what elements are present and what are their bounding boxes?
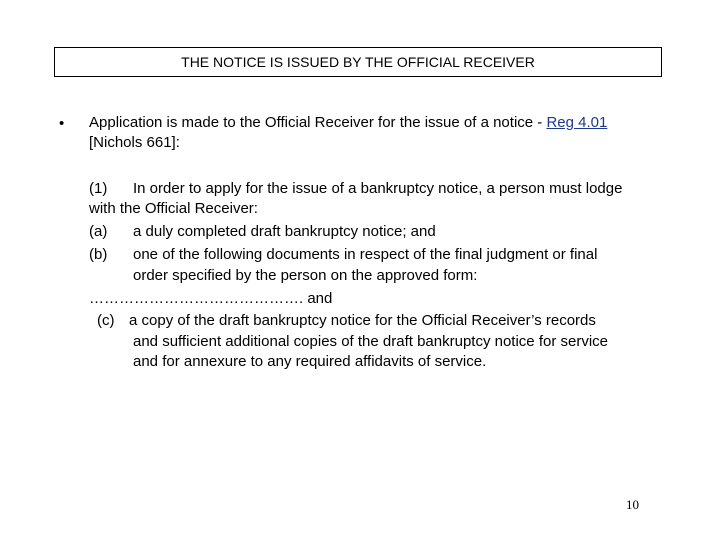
item-b-label: (b) [89,246,108,263]
item-b-line-2: order specified by the person on the approved form: [133,267,478,284]
item-c-label: (c) [97,312,115,329]
bullet-icon: • [59,115,65,132]
item-c-line-1: a copy of the draft bankruptcy notice for the Official Receiver’s records [129,312,596,329]
clause-1-line-2: with the Official Receiver: [89,200,258,217]
page-number: 10 [626,497,639,512]
item-b-line-1: one of the following documents in respect of the final judgment or final [133,246,598,263]
item-c-line-2: and sufficient additional copies of the draft bankruptcy notice for service [133,333,608,350]
page-title: THE NOTICE IS ISSUED BY THE OFFICIAL RECEIVER [181,54,535,70]
item-a-label: (a) [89,223,108,240]
item-c-line-3: and for annexure to any required affidavits of service. [133,353,487,370]
bullet-text: Application is made to the Official Receiver for the issue of a notice - [89,114,547,131]
bullet-line-1 [89,113,607,133]
ellipsis-line: ……………………………………. and [89,290,333,307]
reg-4-01-link[interactable]: Reg 4.01 [546,114,608,131]
clause-1-line-1: In order to apply for the issue of a bankruptcy notice, a person must lodge [133,180,623,197]
title-box [54,47,662,77]
bullet-line-2: [Nichols 661]: [89,134,180,151]
item-a-text: a duly completed draft bankruptcy notice; and [133,223,436,240]
clause-1-number: (1) [89,180,108,197]
